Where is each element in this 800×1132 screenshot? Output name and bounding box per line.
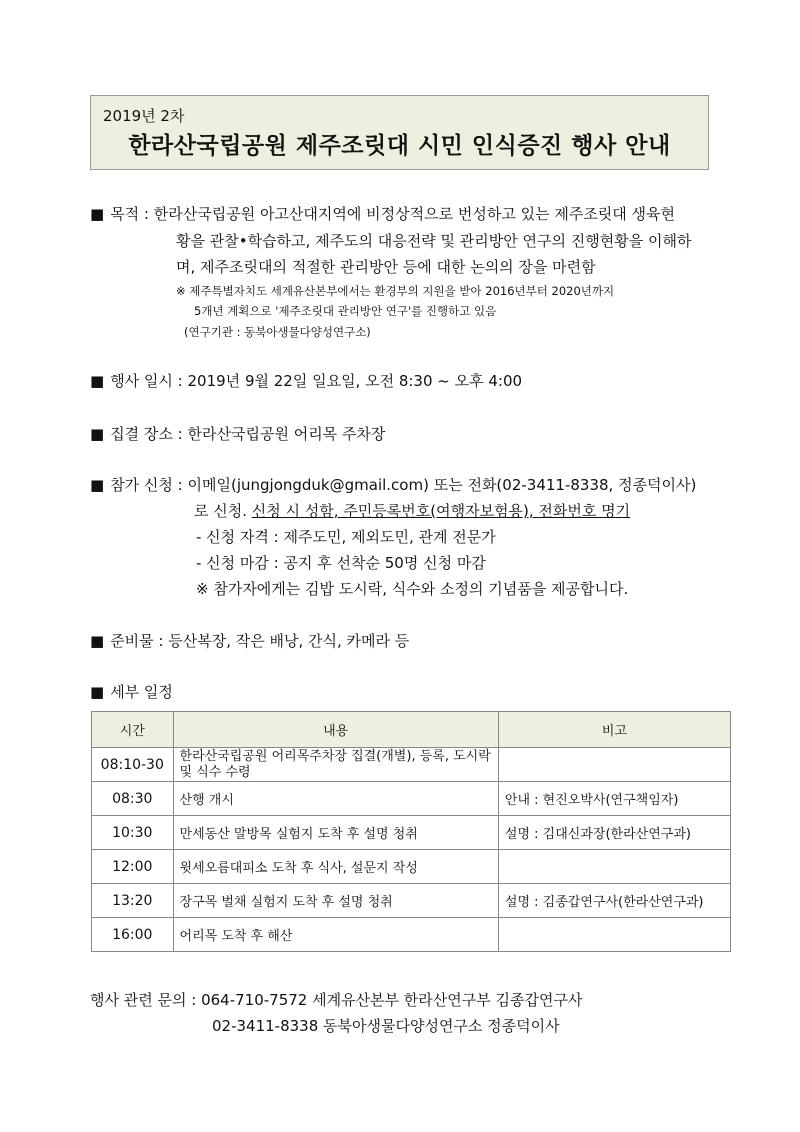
row-time: 13:20 [92, 884, 174, 918]
purpose-line-2: 황을 관찰•학습하고, 제주도의 대응전략 및 관리방안 연구의 진행현황을 이해하 [176, 232, 692, 250]
table-row [92, 918, 731, 952]
purpose-note-2: 5개년 계획으로 '제주조릿대 관리방안 연구'를 진행하고 있음 [194, 304, 497, 318]
header-note: 비고 [498, 712, 730, 748]
row-time: 12:00 [92, 850, 174, 884]
row-content: 윗세오름대피소 도착 후 식사, 설문지 작성 [173, 850, 498, 884]
row-time: 16:00 [92, 918, 174, 952]
row-content: 산행 개시 [173, 782, 498, 816]
event-datetime [90, 370, 522, 391]
schedule-heading [90, 681, 173, 702]
row-note [498, 918, 730, 952]
row-note: 설명 : 김종갑연구사(한라산연구과) [498, 884, 730, 918]
row-note [498, 850, 730, 884]
row-note [498, 748, 730, 782]
square-bullet-icon: ■ [90, 205, 105, 223]
apply-text-1: 참가 신청 : 이메일(jungjongduk@gmail.com) 또는 전화(02-3411-8338, 정종덕이사) [110, 476, 697, 494]
purpose-note-3: (연구기관 : 동북아생물다양성연구소) [184, 325, 371, 339]
event-round: 2019년 2차 [103, 107, 185, 125]
supplies-text: 준비물 : 등산복장, 작은 배낭, 간식, 카메라 등 [110, 632, 410, 650]
header-time: 시간 [92, 712, 174, 748]
table-row [92, 884, 731, 918]
apply-gift-note: ※ 참가자에게는 김밥 도시락, 식수와 소정의 기념품을 제공합니다. [196, 580, 629, 598]
apply-deadline: - 신청 마감 : 공지 후 선착순 50명 신청 마감 [196, 554, 486, 572]
row-content: 한라산국립공원 어리목주차장 집결(개별), 등록, 도시락 및 식수 수령 [173, 748, 498, 782]
contact-line-2: 02-3411-8338 동북아생물다양성연구소 정종덕이사 [212, 1017, 560, 1035]
purpose-note-1: ※ 제주특별자치도 세계유산본부에서는 환경부의 지원을 받아 2016년부터 2020년까지 [176, 284, 615, 298]
supplies [90, 630, 409, 651]
table-row [92, 748, 731, 782]
place-text: 집결 장소 : 한라산국립공원 어리목 주차장 [110, 425, 386, 443]
table-header-row [92, 712, 731, 748]
apply-text-2: 로 신청. [194, 502, 252, 520]
row-note: 안내 : 현진오박사(연구책임자) [498, 782, 730, 816]
title-box [90, 95, 709, 170]
square-bullet-icon: ■ [90, 372, 105, 390]
contact-line-1: 행사 관련 문의 : 064-710-7572 세계유산본부 한라산연구부 김종갑연구사 [90, 991, 583, 1009]
purpose-line-3: 며, 제주조릿대의 적절한 관리방안 등에 대한 논의의 장을 마련함 [176, 258, 596, 276]
table-row [92, 816, 731, 850]
apply-line-1 [90, 474, 696, 495]
square-bullet-icon: ■ [90, 425, 105, 443]
row-time: 08:10-30 [92, 748, 174, 782]
schedule-table [91, 711, 731, 952]
schedule-heading-text: 세부 일정 [110, 683, 173, 701]
apply-qualification: - 신청 자격 : 제주도민, 제외도민, 관계 전문가 [196, 528, 496, 546]
row-content: 장구목 벌채 실험지 도착 후 설명 청취 [173, 884, 498, 918]
apply-line-2 [194, 500, 630, 521]
square-bullet-icon: ■ [90, 476, 105, 494]
table-row [92, 782, 731, 816]
page-title: 한라산국립공원 제주조릿대 시민 인식증진 행사 안내 [128, 133, 671, 159]
square-bullet-icon: ■ [90, 632, 105, 650]
datetime-text: 행사 일시 : 2019년 9월 22일 일요일, 오전 8:30 ~ 오후 4:00 [110, 372, 523, 390]
apply-required-info: 신청 시 성함, 주민등록번호(여행자보험용), 전화번호 명기 [251, 502, 631, 520]
row-content: 만세동산 말방목 실험지 도착 후 설명 청취 [173, 816, 498, 850]
header-content: 내용 [173, 712, 498, 748]
purpose-line-1 [90, 203, 675, 224]
square-bullet-icon: ■ [90, 683, 105, 701]
purpose-text-1: 목적 : 한라산국립공원 아고산대지역에 비정상적으로 번성하고 있는 제주조릿대 생육현 [110, 205, 676, 223]
row-content: 어리목 도착 후 해산 [173, 918, 498, 952]
row-note: 설명 : 김대신과장(한라산연구과) [498, 816, 730, 850]
row-time: 10:30 [92, 816, 174, 850]
table-row [92, 850, 731, 884]
row-time: 08:30 [92, 782, 174, 816]
meeting-place [90, 423, 385, 444]
